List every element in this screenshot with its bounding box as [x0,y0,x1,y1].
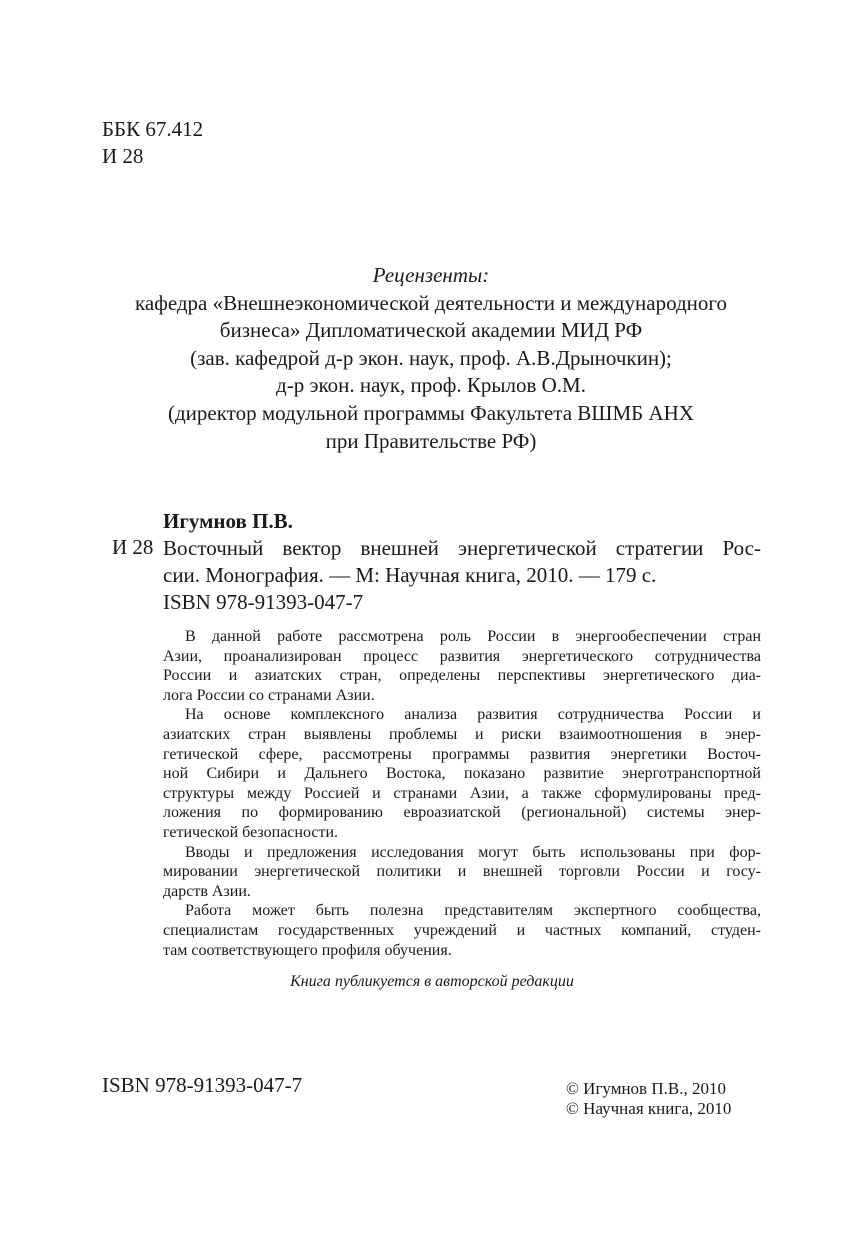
copyright-block [566,1079,731,1119]
reviewer-line: (директор модульной программы Факультета ВШМБ АНХ [168,400,694,425]
abstract-line: мировании энергетической политики и внешней торговли России и госу- [163,863,761,881]
abstract-line: азиатских стран выявлены проблемы и риски взаимоотношения в энер- [163,725,761,743]
title-isbn: ISBN 978-91393-047-7 [163,590,364,614]
abstract-line: ложения по формированию евроазиатской (региональной) системы энер- [163,804,761,822]
reviewers-heading: Рецензенты: [372,263,490,287]
abstract-line: В данной работе рассмотрена роль России в энергообеспечении стран [185,628,761,645]
reviewer-line: при Правительстве РФ) [325,428,537,453]
isbn: ISBN 978-91393-047-7 [102,1073,303,1097]
abstract-line: лога России со странами Азии. [163,686,375,704]
abstract-line: России и азиатских стран, определены перспективы энергетического диа- [163,667,761,685]
abstract-line: дарств Азии. [163,882,251,900]
title-line: Восточный вектор внешней энергетической стратегии Рос- [163,536,761,560]
catalog-title [163,535,761,616]
reviewer-line: (зав. кафедрой д-р экон. наук, проф. А.В.Дрыночкин); [190,345,672,370]
editorial-note: Книга публикуется в авторской редакции [290,973,574,990]
abstract [163,627,761,960]
title-line: сии. Монография. — М: Научная книга, 2010. — 179 с. [163,563,657,587]
bbk-index: И 28 [102,144,144,168]
abstract-line: там соответствующего профиля обучения. [163,941,452,959]
abstract-line: Работа может быть полезна представителям экспертного сообщества, [185,902,761,920]
copyright-publisher: © Научная книга, 2010 [566,1099,732,1118]
abstract-line: Вводы и предложения исследования могут быть использованы при фор- [185,843,761,861]
catalog-code: И 28 [112,535,154,559]
bbk-block [102,116,203,170]
reviewer-line: д-р экон. наук, проф. Крылов О.М. [276,373,586,398]
reviewer-line: бизнеса» Дипломатической академии МИД РФ [219,318,643,343]
abstract-line: гетической сфере, рассмотрены программы развития энергетики Восточ- [163,745,761,763]
abstract-line: структуры между Россией и странами Азии, а также сформулированы пред- [163,784,761,802]
reviewer-line: кафедра «Внешнеэкономической деятельности и международного [135,290,727,315]
abstract-line: Азии, проанализирован процесс развития энергетического сотрудничества [163,647,761,665]
abstract-line: На основе комплексного анализа развития сотрудничества России и [185,706,761,724]
reviewers-block [86,262,776,455]
abstract-line: специалистам государственных учреждений и частных компаний, студен- [163,921,761,939]
abstract-line: гетической безопасности. [163,823,339,841]
bbk-code: ББК 67.412 [102,117,204,141]
abstract-line: ной Сибири и Дальнего Востока, показано развитие энерготранспортной [163,765,761,783]
catalog-author: Игумнов П.В. [163,509,293,533]
copyright-author: © Игумнов П.В., 2010 [566,1079,726,1098]
